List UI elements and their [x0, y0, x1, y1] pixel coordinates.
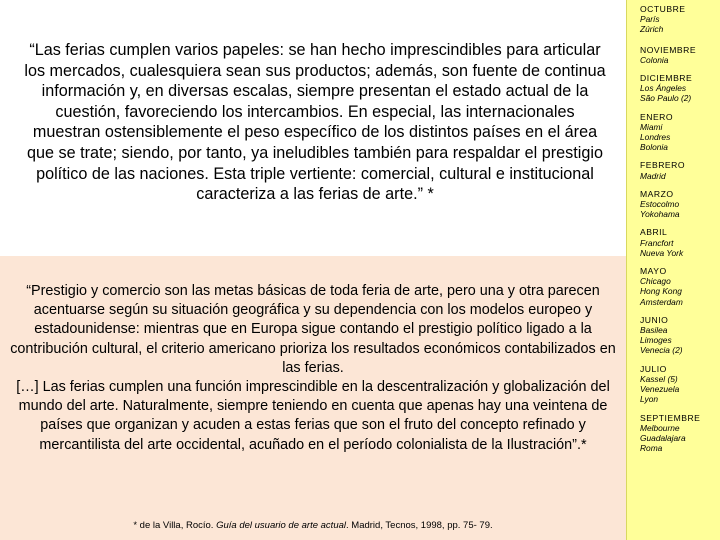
city-name: Yokohama [640, 209, 680, 220]
city-name: Basilea [640, 325, 668, 336]
city-name: Venezuela [640, 384, 680, 395]
month-block [640, 266, 720, 307]
month-name: MAYO [640, 266, 667, 277]
city-name: Venecia (2) [640, 345, 683, 356]
city-name: Roma [640, 443, 663, 454]
citation-title: Guía del usuario de arte actual [216, 520, 346, 531]
citation-publisher: . Madrid, Tecnos, 1998, pp. 75- 79. [346, 520, 493, 531]
month-block [640, 413, 720, 454]
month-name: ABRIL [640, 227, 668, 238]
fair-calendar-sidebar [626, 0, 720, 540]
city-name: Kassel (5) [640, 373, 678, 384]
quote-panel [0, 256, 626, 540]
city-name: São Paulo (2) [640, 93, 692, 104]
city-name: Amsterdam [640, 296, 683, 307]
month-name: JUNIO [640, 314, 669, 325]
month-name: JULIO [640, 363, 667, 374]
month-block [640, 4, 720, 35]
city-name: Estocolmo [640, 199, 680, 210]
month-name: ENERO [640, 111, 674, 122]
city-name: Bolonia [640, 142, 668, 153]
month-name: DICIEMBRE [640, 73, 693, 84]
month-block [640, 315, 720, 356]
month-block [640, 227, 720, 258]
city-name: Nueva York [640, 247, 684, 258]
city-name: Lyon [640, 394, 659, 405]
city-name: Hong Kong [640, 286, 682, 297]
month-block [640, 189, 720, 220]
month-name: FEBRERO [640, 160, 686, 171]
city-name: París [640, 14, 660, 25]
month-name: SEPTIEMBRE [640, 412, 701, 423]
month-block [640, 160, 720, 180]
second-quote-paragraph-1: “Prestigio y comercio son las metas básicas de toda feria de arte, pero una y otra parecen acentuarse según su situación geográfica y su dependencia con los modelos europeo y estadounidense: mientras que en Europa sigue contando el prestigio político ligado a la contribución cultural, el criterio americano prioriza los resultados económicos contabilizados en las ferias. [10, 283, 616, 376]
city-name: Colonia [640, 54, 669, 65]
citation-author: * de la Villa, Rocío. [133, 520, 217, 531]
city-name: Zúrich [640, 24, 664, 35]
month-block [640, 112, 720, 153]
month-name: NOVIEMBRE [640, 44, 697, 55]
month-name: MARZO [640, 188, 674, 199]
city-name: Francfort [640, 237, 674, 248]
city-name: Melbourne [640, 422, 680, 433]
citation [0, 520, 626, 531]
month-block [640, 364, 720, 405]
city-name: Los Ángeles [640, 83, 687, 94]
month-block [640, 73, 720, 104]
city-name: Chicago [640, 276, 671, 287]
city-name: Miami [640, 121, 663, 132]
second-quote-paragraph-2: […] Las ferias cumplen una función imprescindible en la descentralización y globalización del mundo del arte. Naturalmente, siempre teniendo en cuenta que apenas hay una veintena de países que organizan y acuden a estas ferias que son el fruto del concepto refinado y mercantilista del arte occidental, acuñado en el período colonialista de la Ilustración”.* [16, 379, 610, 453]
month-block [640, 45, 720, 65]
month-name: OCTUBRE [640, 4, 686, 14]
second-quote [10, 282, 616, 455]
main-quote: “Las ferias cumplen varios papeles: se han hecho imprescindibles para articular los mercados, cualesquiera sean sus productos; además, son fuente de continua información y, en diversas escalas, siempre presentan el estado actual de la cuestión, favoreciendo los intercambios. En especial, las internacionales muestran ostensiblemente el peso específico de los distintos países en el área que se trate; siendo, por tanto, ya ineludibles también para respaldar el prestigio político de las naciones. Esta triple vertiente: comercial, cultural e institucional caracteriza a las ferias de arte.” * [24, 41, 606, 204]
city-name: Madrid [640, 170, 666, 181]
city-name: Londres [640, 132, 671, 143]
city-name: Guadalajara [640, 432, 686, 443]
city-name: Limoges [640, 335, 672, 346]
